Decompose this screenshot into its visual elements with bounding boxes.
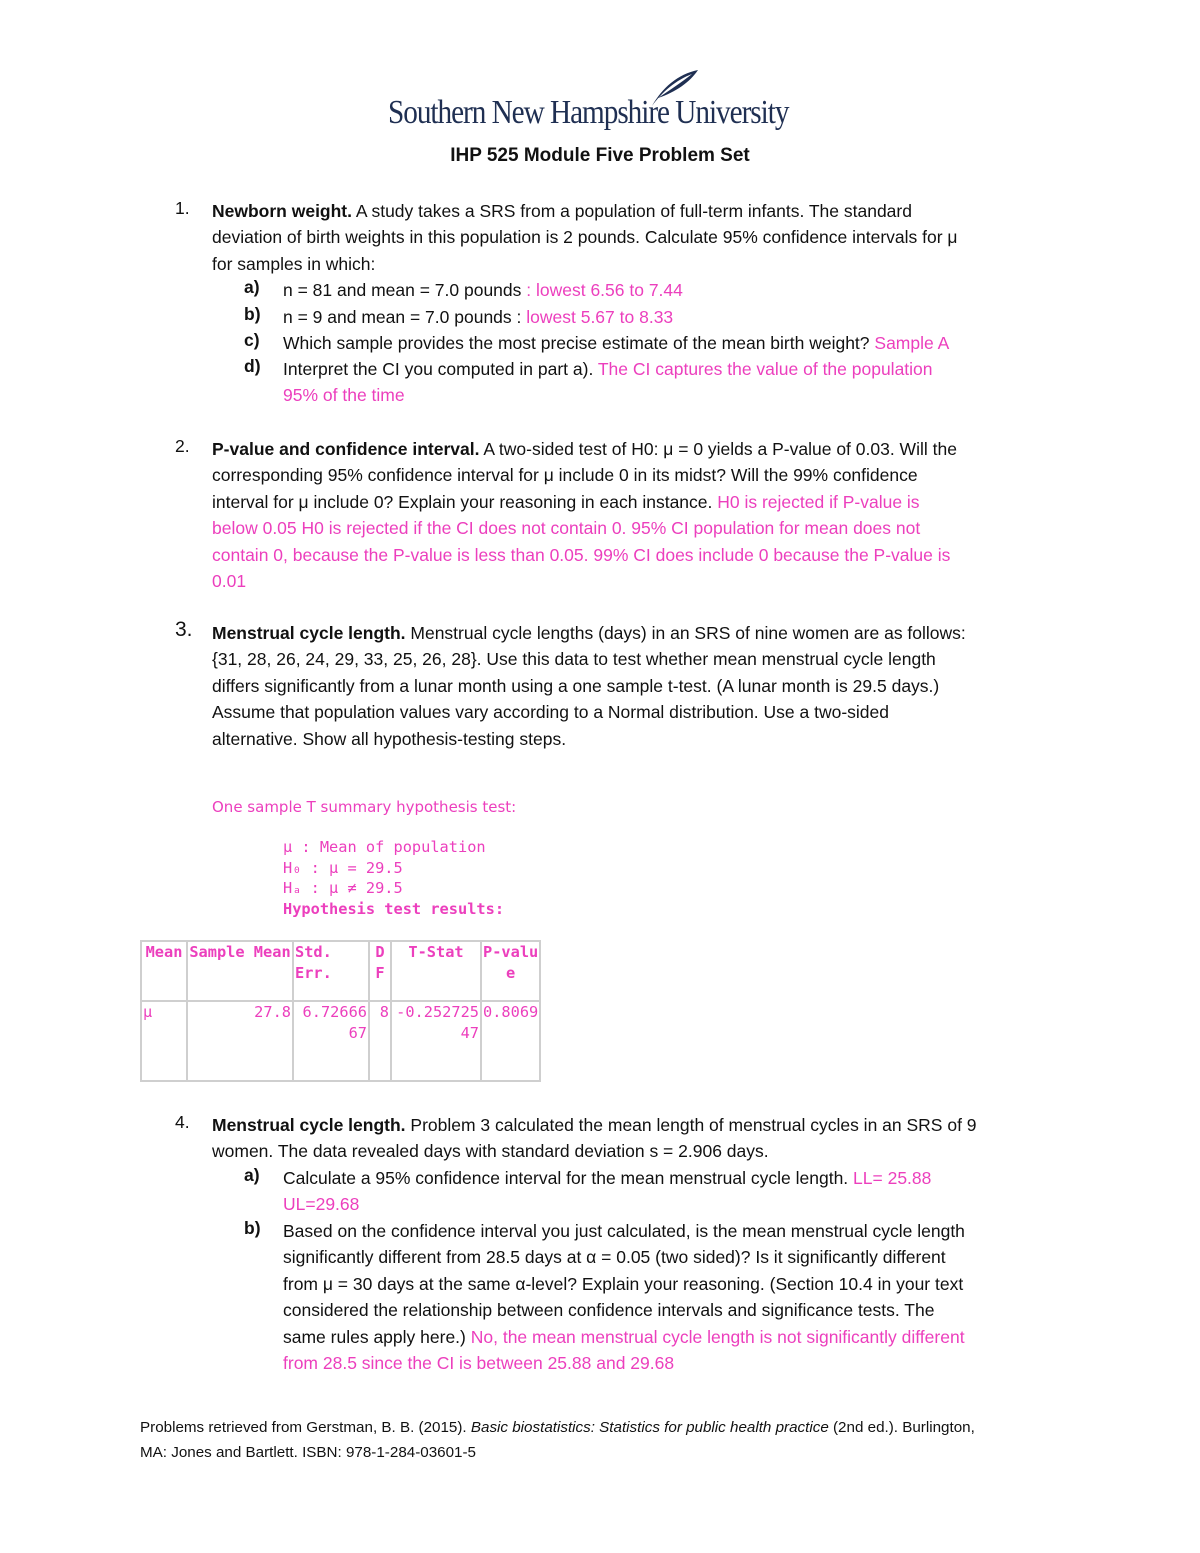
logo-text: Southern New Hampshire University xyxy=(388,94,789,131)
q4-number: 4. xyxy=(175,1112,190,1132)
q1a-label: a) xyxy=(244,277,260,297)
cell-std-err: 6.7266667 xyxy=(293,1001,369,1081)
null-hypothesis: H₀ : μ = 29.5 xyxy=(283,858,403,877)
cell-mean: μ xyxy=(141,1001,187,1081)
q1a xyxy=(283,277,1063,303)
q1-lead: Newborn weight. xyxy=(212,201,352,221)
q2-number: 2. xyxy=(175,436,190,456)
q3-body xyxy=(212,620,1062,752)
q1a-text: n = 81 and mean = 7.0 pounds xyxy=(283,280,527,300)
cell-p-value: 0.8069 xyxy=(481,1001,540,1081)
q3-number: 3. xyxy=(175,618,193,641)
q3-lead: Menstrual cycle length. xyxy=(212,623,406,643)
q1-text2: deviation of birth weights in this population is 2 pounds. Calculate 95% confidence intervals for μ xyxy=(212,227,958,248)
q1d-answer: The CI captures the value of the population xyxy=(597,359,933,379)
q2-text1: A two-sided test of H0: μ = 0 yields a P-value of 0.03. Will the xyxy=(479,439,957,459)
q2-answer3: contain 0, because the P-value is less than 0.05. 99% CI does include 0 because the P-value is xyxy=(212,544,951,565)
q1c xyxy=(283,330,1063,356)
q4a-answer2: UL=29.68 xyxy=(283,1194,360,1215)
q1d-label: d) xyxy=(244,356,261,376)
cell-df: 8 xyxy=(369,1001,391,1081)
footer-book-title: Basic biostatistics: Statistics for public health practice xyxy=(470,1419,829,1436)
results-table xyxy=(140,940,541,1082)
q4b-text3: from μ = 30 days at the same α-level? Explain your reasoning. (Section 10.4 in your text xyxy=(283,1273,964,1294)
col-df: DF xyxy=(369,941,391,1001)
mu-definition: μ : Mean of population xyxy=(283,838,486,856)
col-mean: Mean xyxy=(141,941,187,1001)
col-p-value: P-value xyxy=(481,941,540,1001)
col-std-err: Std. Err. xyxy=(293,941,369,1001)
summary-title: One sample T summary hypothesis test: xyxy=(212,798,517,816)
q1d-text: Interpret the CI you computed in part a). xyxy=(283,359,598,379)
q2-answer2: below 0.05 H0 is rejected if the CI does not contain 0. 95% CI population for mean does not xyxy=(212,518,921,539)
q4-text1: Problem 3 calculated the mean length of menstrual cycles in an SRS of 9 xyxy=(405,1115,977,1135)
q2-lead: P-value and confidence interval. xyxy=(212,439,480,459)
q4a xyxy=(283,1165,1063,1218)
q4b-answer1: No, the mean menstrual cycle length is not significantly different xyxy=(470,1326,965,1347)
alt-hypothesis: Hₐ : μ ≠ 29.5 xyxy=(283,879,403,897)
q4-text2: women. The data revealed days with standard deviation s = 2.906 days. xyxy=(212,1141,769,1162)
q4-lead: Menstrual cycle length. xyxy=(212,1115,406,1135)
q3-text4: Assume that population values vary according to a Normal distribution. Use a two-sided xyxy=(212,702,890,723)
q4b xyxy=(283,1218,1063,1376)
table-header-row xyxy=(141,941,540,1001)
q2-answer4: 0.01 xyxy=(212,571,247,592)
q1c-label: c) xyxy=(244,330,260,350)
q1-text1: A study takes a SRS from a population of full-term infants. The standard xyxy=(352,201,912,221)
q2-text2: corresponding 95% confidence interval for μ include 0 in its midst? Will the 99% confidence xyxy=(212,465,918,486)
col-sample-mean: Sample Mean xyxy=(187,941,293,1001)
q1-number: 1. xyxy=(175,198,190,218)
col-t-stat: T-Stat xyxy=(391,941,481,1001)
university-logo xyxy=(388,68,818,138)
q1b-label: b) xyxy=(244,304,261,324)
q1b xyxy=(283,304,1063,330)
results-title: Hypothesis test results: xyxy=(283,899,505,918)
footer-text1: Problems retrieved from Gerstman, B. B. (2015). xyxy=(140,1419,471,1436)
footer-text3: MA: Jones and Bartlett. ISBN: 978-1-284-03601-5 xyxy=(140,1444,477,1461)
cell-sample-mean: 27.8 xyxy=(187,1001,293,1081)
q1c-answer: Sample A xyxy=(874,333,950,353)
cell-t-stat: -0.25272547 xyxy=(391,1001,481,1081)
q4a-label: a) xyxy=(244,1165,260,1185)
q4a-answer1: LL= 25.88 xyxy=(853,1168,932,1188)
q3-text5: alternative. Show all hypothesis-testing steps. xyxy=(212,728,567,749)
q4b-text5: same rules apply here.) xyxy=(283,1326,471,1347)
q3-text1: Menstrual cycle lengths (days) in an SRS of nine women are as follows: xyxy=(405,623,966,643)
footer-citation xyxy=(140,1415,1060,1465)
q2-text3: interval for μ include 0? Explain your reasoning in each instance. xyxy=(212,491,718,512)
q4b-label: b) xyxy=(244,1218,261,1238)
q1d xyxy=(283,356,1063,409)
q1b-answer: lowest 5.67 to 8.33 xyxy=(526,307,674,327)
table-row xyxy=(141,1001,540,1081)
q4b-answer2: from 28.5 since the CI is between 25.88 and 29.68 xyxy=(283,1353,675,1374)
q1-text3: for samples in which: xyxy=(212,253,376,274)
q4b-text4: considered the relationship between confidence intervals and significance tests. The xyxy=(283,1300,935,1321)
q1b-text: n = 9 and mean = 7.0 pounds : xyxy=(283,307,527,327)
q1c-text: Which sample provides the most precise estimate of the mean birth weight? xyxy=(283,333,875,353)
q1-body xyxy=(212,198,1062,277)
footer-text2: (2nd ed.). Burlington, xyxy=(828,1419,975,1436)
q2-body xyxy=(212,436,1062,594)
q2-answer1: H0 is rejected if P-value is xyxy=(717,491,920,512)
hypothesis-block xyxy=(283,837,504,919)
page-title: IHP 525 Module Five Problem Set xyxy=(450,145,750,166)
q3-text2: {31, 28, 26, 24, 29, 33, 25, 26, 28}. Use this data to test whether mean menstrual cycle length xyxy=(212,649,936,670)
q1d-answer2: 95% of the time xyxy=(283,385,405,406)
q4a-text: Calculate a 95% confidence interval for the mean menstrual cycle length. xyxy=(283,1168,854,1188)
q4b-text1: Based on the confidence interval you just calculated, is the mean menstrual cycle length xyxy=(283,1221,965,1241)
q4b-text2: significantly different from 28.5 days at α = 0.05 (two sided)? Is it significantly different xyxy=(283,1247,946,1268)
q1a-answer: : lowest 6.56 to 7.44 xyxy=(526,280,683,300)
q4-body xyxy=(212,1112,1062,1165)
q3-text3: differs significantly from a lunar month using a one sample t-test. (A lunar month is 29.5 days.) xyxy=(212,675,940,696)
